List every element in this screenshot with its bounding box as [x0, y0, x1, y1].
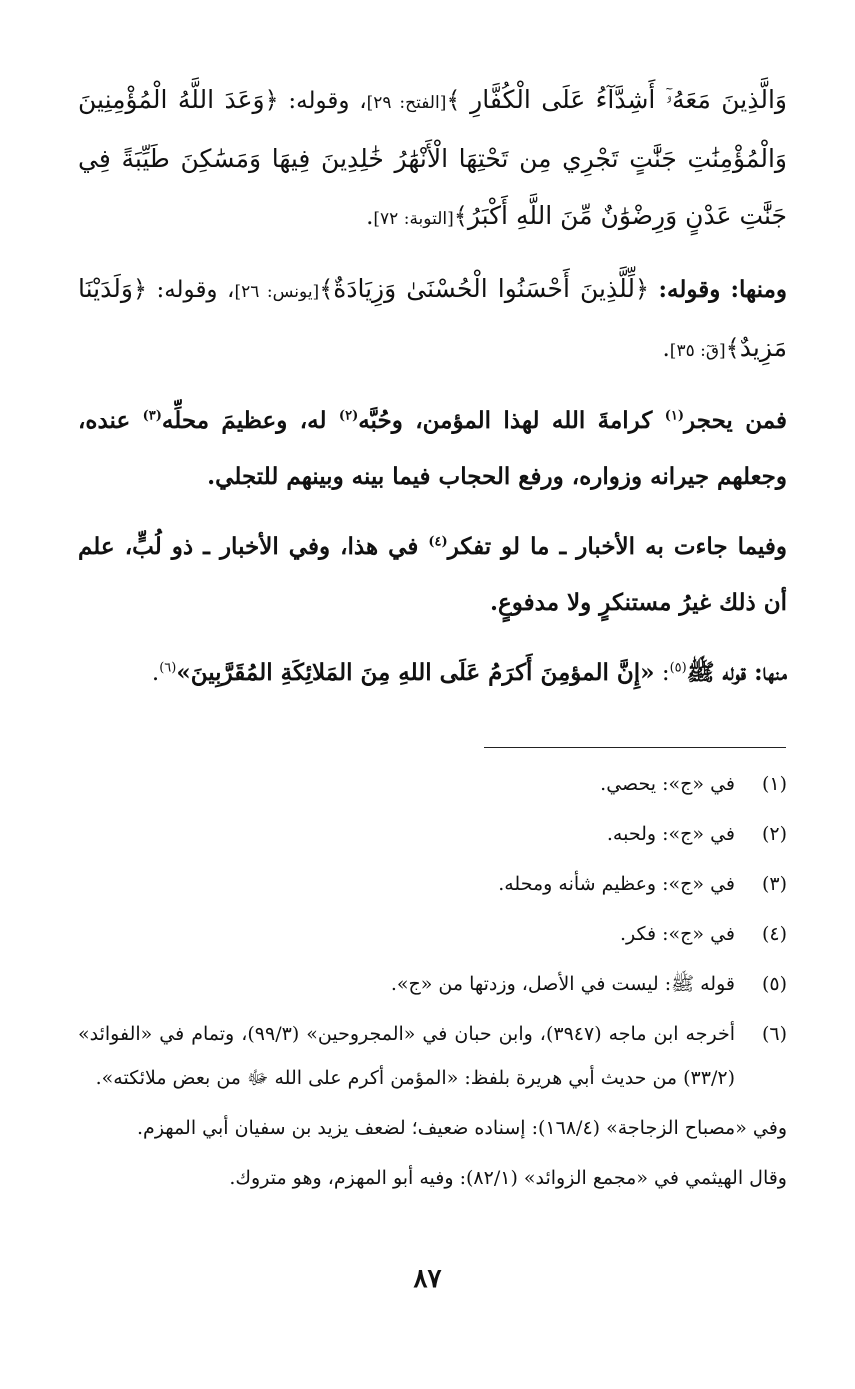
- footnote-number: (١): [761, 773, 787, 795]
- footnote-number: (٣): [761, 873, 787, 895]
- footnote-item: [78, 812, 787, 856]
- footnotes: [78, 762, 787, 1200]
- hadith-text: «إِنَّ المؤمِنَ أَكرَمُ عَلَى اللهِ مِنَ المَلائِكَةِ المُقَرَّبِينَ»: [176, 659, 655, 686]
- footnote-item: [78, 912, 787, 956]
- paragraph-quran-verses-1: وَالَّذِينَ مَعَهُۥٓ أَشِدَّآءُ عَلَى الْكُفَّارِ ﴾[الفتح: ٢٩]، وقوله: ﴿وَعَدَ اللَّهُ الْمُؤْمِنِينَ وَالْمُؤْمِنَٰتِ جَنَّٰتٍ تَجْرِي مِن تَحْتِهَا الْأَنْهَٰرُ خَٰلِدِينَ فِيهَا وَمَسَٰكِنَ طَيِّبَةً فِي جَنَّٰتِ عَدْنٍ وَرِضْوَٰنٌ مِّنَ اللَّهِ أَكْبَرُ﴾[التوبة: ٧٢].: [78, 85, 787, 230]
- footnote-text: في «ج»: ولحبه.: [606, 823, 735, 845]
- quran-verse: لِّلَّذِينَ أَحْسَنُوا الْحُسْنَىٰ وَزِيَادَةٌ: [333, 274, 636, 303]
- footnote-continuation: وقال الهيثمي في «مجمع الزوائد» (٨٢/١): وفيه أبو المهزم، وهو متروك.: [229, 1167, 787, 1189]
- footnote-number: (٥): [761, 973, 787, 995]
- footnote-continuation: وفي «مصباح الزجاجة» (١٦٨/٤): إسناده ضعيف؛ لضعف يزيد بن سفيان أبي المهزم.: [137, 1117, 787, 1139]
- footnote-number: (٤): [761, 923, 787, 945]
- footnote-text: في «ج»: وعظيم شأنه ومحله.: [498, 873, 735, 895]
- footnote-separator: [78, 747, 787, 748]
- footnote-item: [78, 762, 787, 806]
- quran-verse: وَلَدَيْنَا مَزِيدٌ: [78, 274, 787, 362]
- paragraph-4: وفيما جاءت به الأخبار ـ ما لو تفكر$^{(٤)}$ في هذا، وفي الأخبار ـ ذو لُبٍّ، علم أن ذلك غيرُ مستنكرٍ ولا مدفوعٍ.: [78, 533, 787, 616]
- footnote-text: في «ج»: فكر.: [619, 923, 735, 945]
- footnote-marker: (٢): [338, 408, 359, 424]
- paragraph-quran-verses-2: ومنها: وقوله: ﴿لِّلَّذِينَ أَحْسَنُوا الْحُسْنَىٰ وَزِيَادَةٌ﴾[يونس: ٢٦]، وقوله: ﴿وَلَدَيْنَا مَزِيدٌ﴾[قٓ: ٣٥].: [78, 274, 787, 362]
- main-text: [78, 72, 787, 701]
- footnote-item: [78, 1012, 787, 1100]
- paragraph-3: فمن يحجر$^{(١)}$ كرامةَ الله لهذا المؤمن، وحُبَّه$^{(٢)}$ له، وعظيمَ محلِّه$^{(٣)}$ عنده، وجعلهم جيرانه وزواره، ورفع الحجاب فيما بينه وبينهم للتجلي.: [78, 407, 788, 490]
- footnote-marker: (٦): [159, 660, 177, 676]
- footnote-item: [78, 862, 787, 906]
- footnote-marker: (٤): [428, 534, 448, 550]
- quran-verse: وَالَّذِينَ مَعَهُۥٓ أَشِدَّآءُ عَلَى الْكُفَّارِ: [470, 85, 787, 114]
- footnote-text: قوله ﷺ: ليست في الأصل، وزدتها من «ج».: [390, 973, 735, 995]
- verse-reference: [يونس: ٢٦]: [234, 282, 320, 302]
- footnote-item: [78, 962, 787, 1006]
- verse-reference: [الفتح: ٢٩]: [366, 93, 447, 113]
- footnote-marker: (١): [664, 408, 685, 424]
- footnote-number: (٦): [761, 1023, 787, 1045]
- verse-reference: [التوبة: ٧٢]: [373, 209, 454, 229]
- footnote-text: أخرجه ابن ماجه (٣٩٤٧)، وابن حبان في «المجروحين» (٩٩/٣)، وتمام في «الفوائد» (٣٣/٢) من حديث أبي هريرة بلفظ: «المؤمن أكرم على الله ﷻ من بعض ملائكته».: [78, 1023, 736, 1089]
- quran-verse: وَعَدَ اللَّهُ الْمُؤْمِنِينَ وَالْمُؤْمِنَٰتِ جَنَّٰتٍ تَجْرِي مِن تَحْتِهَا الْأَنْهَٰرُ خَٰلِدِينَ فِيهَا وَمَسَٰكِنَ طَيِّبَةً فِي جَنَّٰتِ عَدْنٍ وَرِضْوَٰنٌ مِّنَ اللَّهِ أَكْبَرُ: [78, 85, 787, 230]
- footnote-number: (٢): [761, 823, 787, 845]
- footnote-marker: (٣): [142, 408, 162, 424]
- paragraph-5: منها: قوله ﷺ$^{(٥)}$: «إِنَّ المؤمِنَ أَكرَمُ عَلَى اللهِ مِنَ المَلائِكَةِ المُقَرَّبِينَ»$^{(٦)}$.: [151, 659, 787, 686]
- footnote-text: في «ج»: يحصي.: [600, 773, 735, 795]
- footnote-marker: (٥): [669, 660, 687, 676]
- page-number: ٨٧: [413, 1264, 442, 1294]
- verse-reference: [قٓ: ٣٥]: [669, 341, 726, 361]
